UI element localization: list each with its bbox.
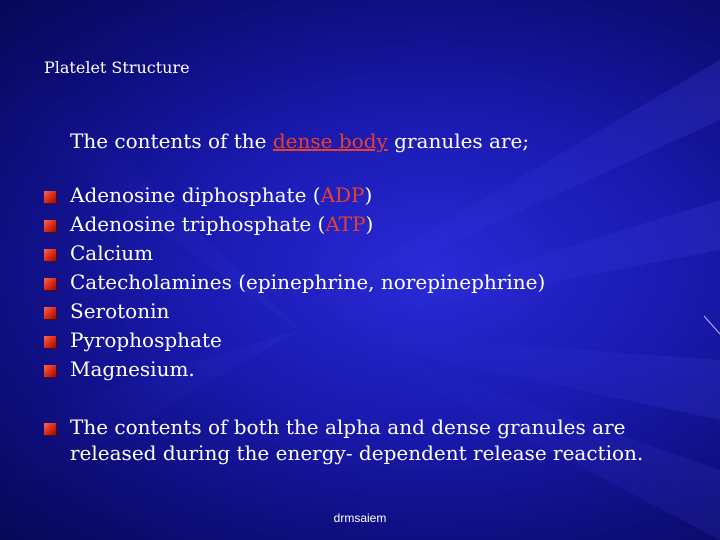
intro-text [70,127,529,155]
square-bullet-icon [44,307,56,319]
square-bullet-icon [44,423,56,435]
list-item: Adenosine triphosphate (ATP) [44,210,545,239]
footer-author: drmsaiem [333,511,387,525]
intro-after: granules are; [387,129,530,153]
list-item: Pyrophosphate [44,326,545,355]
list-item: Magnesium. [44,355,545,384]
intro-before: The contents of the [70,129,273,153]
list-item: Serotonin [44,297,545,326]
square-bullet-icon [44,191,56,203]
list-item: Calcium [44,239,545,268]
square-bullet-icon [44,336,56,348]
release-bullet [44,414,710,466]
dense-body-link[interactable]: dense body [272,129,388,153]
square-bullet-icon [44,220,56,232]
square-bullet-icon [44,365,56,377]
square-bullet-icon [44,278,56,290]
granule-contents-list [44,181,545,384]
slide-title: Platelet Structure [44,58,190,77]
list-item: Adenosine diphosphate (ADP) [44,181,545,210]
list-item: Catecholamines (epinephrine, norepinephrine) [44,268,545,297]
square-bullet-icon [44,249,56,261]
release-text: The contents of both the alpha and dense granules are released during the energy- dependent release reaction. [70,415,644,465]
